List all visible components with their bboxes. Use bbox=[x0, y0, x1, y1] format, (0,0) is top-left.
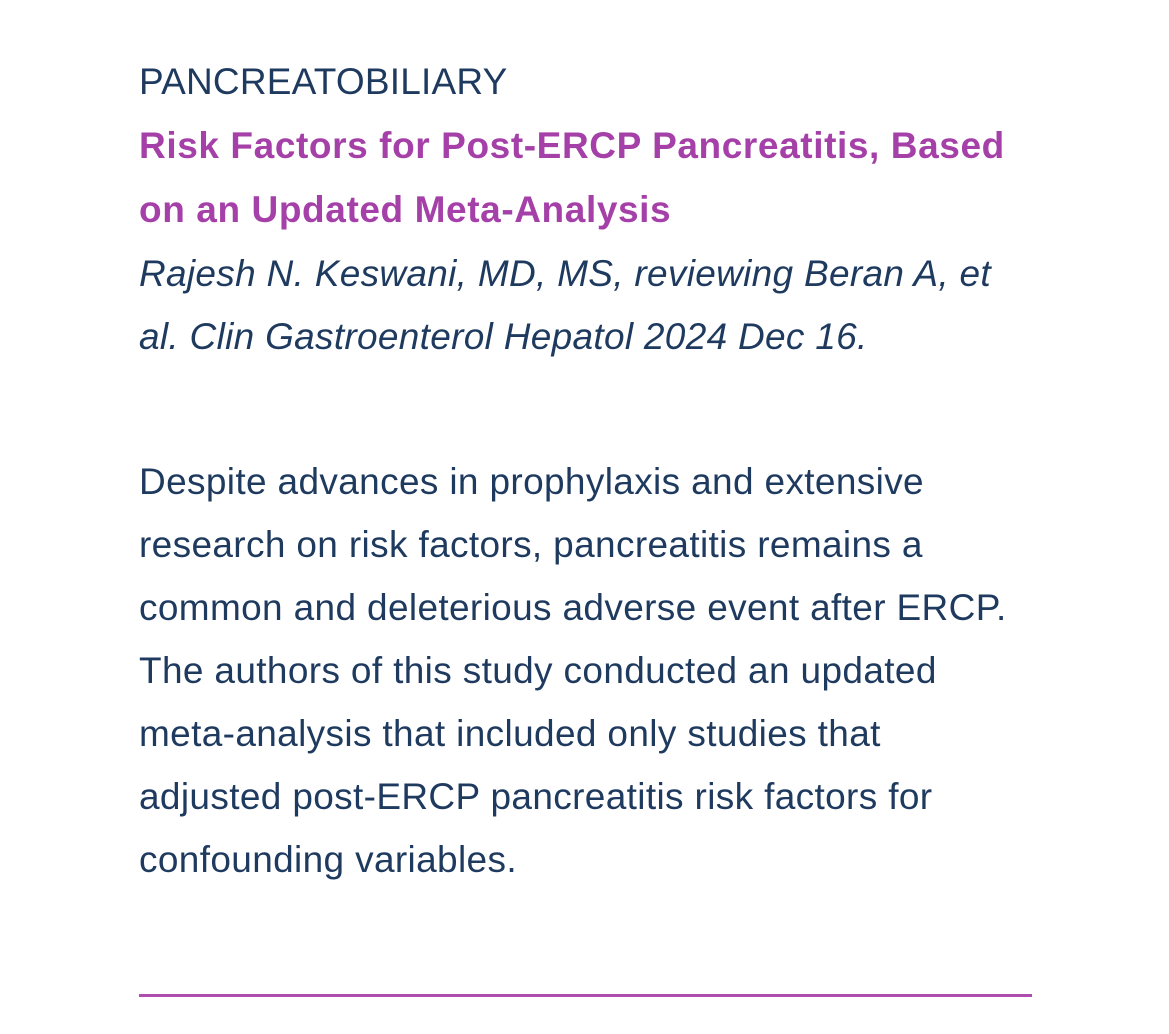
article-title-link[interactable]: Risk Factors for Post-ERCP Pancreatitis, Based on an Updated Meta-Analysis bbox=[139, 125, 1005, 230]
article-byline: Rajesh N. Keswani, MD, MS, reviewing Beran A, et al. Clin Gastroenterol Hepatol 2024 Dec 16. bbox=[139, 253, 992, 357]
article-body: Despite advances in prophylaxis and extensive research on risk factors, pancreatitis remains a common and deleterious adverse event after ERCP. The authors of this study conducted an updated meta-analysis that included only studies that adjusted post-ERCP pancreatitis risk factors for confounding variables. bbox=[139, 461, 1007, 880]
section-divider bbox=[139, 994, 1032, 997]
category-label: PANCREATOBILIARY bbox=[139, 61, 508, 102]
article-summary bbox=[139, 56, 1039, 891]
